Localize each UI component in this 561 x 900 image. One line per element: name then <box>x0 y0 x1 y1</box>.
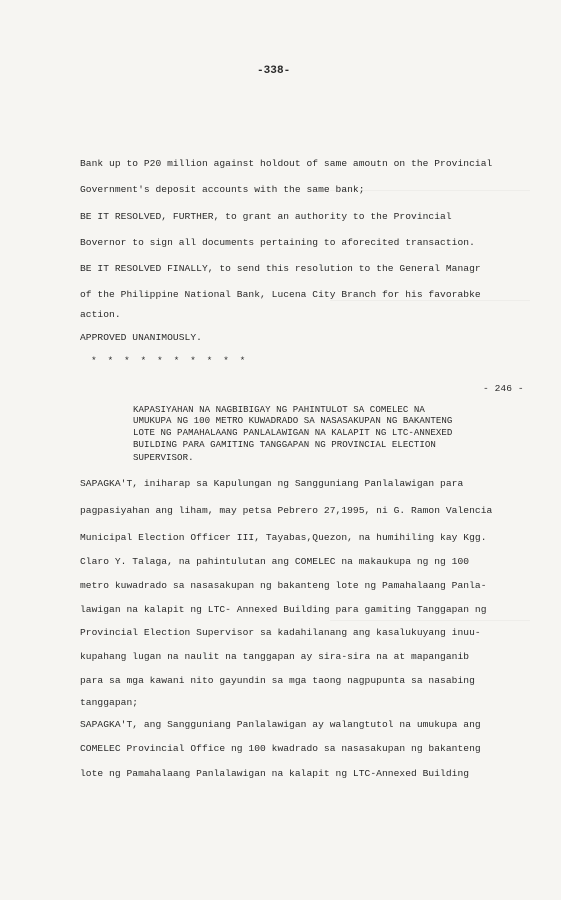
text-line: SAPAGKA'T, iniharap sa Kapulungan ng Sangguniang Panlalawigan para <box>80 478 464 489</box>
text-line: tanggapan; <box>80 697 139 708</box>
text-line: para sa mga kawani nito gayundin sa mga taong nagpupunta sa nasabing <box>80 675 475 686</box>
resolution-heading-line: SUPERVISOR. <box>133 452 194 463</box>
text-line: Provincial Election Supervisor sa kadahilanang ang kasalukuyang inuu- <box>80 627 481 638</box>
text-line: action. <box>80 309 121 320</box>
bleed-through-mark <box>330 620 530 621</box>
text-line: lawigan na kalapit ng LTC- Annexed Building para gamiting Tanggapan ng <box>80 604 487 615</box>
text-line: COMELEC Provincial Office ng 100 kwadrado sa nasasakupan ng bakanteng <box>80 743 481 754</box>
separator-stars: * * * * * * * * * * <box>91 355 248 366</box>
text-line: Municipal Election Officer III, Tayabas,Quezon, na humihiling kay Kgg. <box>80 532 487 543</box>
text-line: BE IT RESOLVED FINALLY, to send this resolution to the General Managr <box>80 263 481 274</box>
page-number: -338- <box>257 65 291 77</box>
text-line: Bovernor to sign all documents pertaining to aforecited transaction. <box>80 237 475 248</box>
text-line: kupahang lugan na naulit na tanggapan ay sira-sira na at mapanganib <box>80 651 470 662</box>
text-line: Government's deposit accounts with the same bank; <box>80 184 365 195</box>
text-line: BE IT RESOLVED, FURTHER, to grant an authority to the Provincial <box>80 211 452 222</box>
resolution-heading-line: KAPASIYAHAN NA NAGBIBIGAY NG PAHINTULOT SA COMELEC NA <box>133 404 425 415</box>
text-line: metro kuwadrado sa nasasakupan ng bakanteng lote ng Pamahalaang Panla- <box>80 580 487 591</box>
text-line: of the Philippine National Bank, Lucena City Branch for his favorabke <box>80 289 481 300</box>
resolution-heading-line: LOTE NG PAMAHALAANG PANLALAWIGAN NA KALAPIT NG LTC-ANNEXED <box>133 427 453 438</box>
text-line: lote ng Pamahalaang Panlalawigan na kalapit ng LTC-Annexed Building <box>80 768 470 779</box>
text-line: SAPAGKA'T, ang Sangguniang Panlalawigan ay walangtutol na umukupa ang <box>80 719 481 730</box>
resolution-heading-line: BUILDING PARA GAMITING TANGGAPAN NG PROVINCIAL ELECTION <box>133 439 436 450</box>
item-number: - 246 - <box>483 383 524 394</box>
text-line: Claro Y. Talaga, na pahintulutan ang COMELEC na makaukupa ng ng 100 <box>80 556 470 567</box>
resolution-heading-line: UMUKUPA NG 100 METRO KUWADRADO SA NASASAKUPAN NG BAKANTENG <box>133 415 453 426</box>
text-line: pagpasiyahan ang liham, may petsa Pebrero 27,1995, ni G. Ramon Valencia <box>80 505 493 516</box>
bleed-through-mark <box>330 300 530 301</box>
approved-line: APPROVED UNANIMOUSLY. <box>80 332 202 343</box>
text-line: Bank up to P20 million against holdout of same amoutn on the Provincial <box>80 158 493 169</box>
